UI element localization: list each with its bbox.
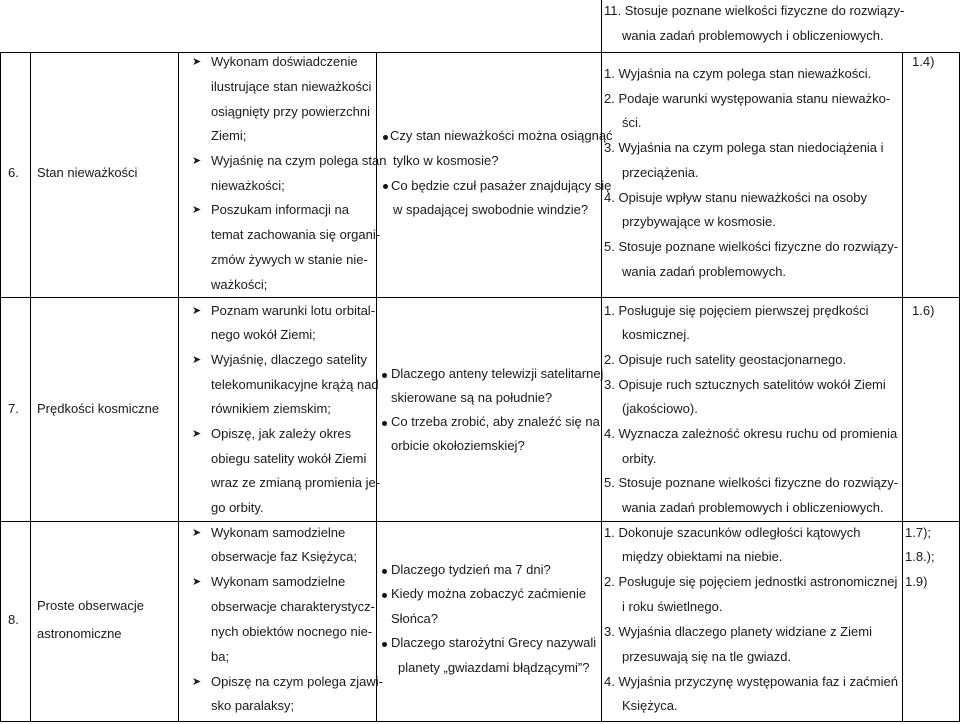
row6-objective-line: osiągnięty przy powierzchni: [211, 104, 370, 119]
row8-topic: astronomiczne: [37, 626, 122, 641]
bullet-dot-icon: [382, 373, 387, 378]
row8-question-line: Dlaczego tydzień ma 7 dni?: [391, 562, 551, 577]
row7-objective-line: nego wokół Ziemi;: [211, 327, 316, 342]
row6-outcome-line: ści.: [622, 115, 642, 130]
col-divider-2: [178, 52, 179, 722]
row7-objective-line: Poznam warunki lotu orbital-: [211, 303, 376, 318]
row6-question-line: w spadającej swobodnie windzie?: [393, 202, 589, 217]
row6-objective-line: Wyjaśnię na czym polega stan: [211, 153, 387, 168]
row8-reference: 1.8.);: [905, 549, 935, 564]
arrow-bullet-icon: ➤: [192, 305, 202, 317]
row7-question-line: skierowane są na południe?: [391, 390, 553, 405]
arrow-bullet-icon: ➤: [192, 155, 202, 167]
row8-objective-line: Wykonam samodzielne: [211, 574, 346, 589]
row7-objective-line: go orbity.: [211, 500, 264, 515]
row8-outcome-line: przesuwają się na tle gwiazd.: [622, 649, 792, 664]
row6-reference: 1.4): [912, 54, 935, 69]
row7-objective-line: Opiszę, jak zależy okres: [211, 426, 352, 441]
row6-outcome-line: 5. Stosuje poznane wielkości fizyczne do rozwiązy-: [604, 239, 899, 254]
row6-topic: Stan nieważkości: [37, 165, 138, 180]
row-divider-top: [0, 52, 960, 53]
row8-question-line: Kiedy można zobaczyć zaćmienie: [391, 586, 587, 601]
row8-objective-line: obserwacje charakterystycz-: [211, 599, 375, 614]
row6-objective-line: ilustrujące stan nieważkości: [211, 79, 372, 94]
row8-outcome-line: 2. Posługuje się pojęciem jednostki astronomicznej: [604, 574, 898, 589]
row6-outcome-line: 3. Wyjaśnia na czym polega stan niedociążenia i: [604, 140, 884, 155]
row7-outcome-line: orbity.: [622, 451, 657, 466]
col-divider-1: [30, 52, 31, 722]
arrow-bullet-icon: ➤: [192, 527, 202, 539]
row6-question-line: tylko w kosmosie?: [393, 153, 499, 168]
row6-objective-line: Ziemi;: [211, 128, 247, 143]
bullet-dot-icon: [382, 569, 387, 574]
row7-outcome-line: (jakościowo).: [622, 401, 698, 416]
row7-objective-line: równikiem ziemskim;: [211, 401, 331, 416]
row8-reference: 1.9): [905, 574, 928, 589]
row7-outcome-line: kosmicznej.: [622, 327, 690, 342]
row8-outcome-line: 3. Wyjaśnia dlaczego planety widziane z Ziemi: [604, 624, 872, 639]
row8-reference: 1.7);: [905, 525, 932, 540]
row8-topic: Proste obserwacje: [37, 598, 144, 613]
row7-objective-line: wraz ze zmianą promienia je-: [211, 475, 381, 490]
row6-objective-line: zmów żywych w stanie nie-: [211, 252, 368, 267]
row7-outcome-line: 5. Stosuje poznane wielkości fizyczne do rozwiązy-: [604, 475, 899, 490]
bullet-dot-icon: [382, 421, 387, 426]
row8-objective-line: sko paralaksy;: [211, 698, 295, 713]
arrow-bullet-icon: ➤: [192, 354, 202, 366]
row8-outcome-line: między obiektami na niebie.: [622, 549, 783, 564]
bullet-dot-icon: [382, 593, 387, 598]
col-divider-0: [0, 52, 1, 722]
row6-outcome-line: wania zadań problemowych.: [622, 264, 787, 279]
row8-outcome-line: 4. Wyjaśnia przyczynę występowania faz i zaćmień: [604, 674, 898, 689]
row8-question-line: Słońca?: [391, 611, 438, 626]
top-outcome-line-1: 11. Stosuje poznane wielkości fizyczne do rozwiązy-: [604, 3, 905, 18]
row7-objective-line: telekomunikacyjne krążą nad: [211, 377, 379, 392]
row6-outcome-line: przeciążenia.: [622, 165, 699, 180]
bullet-dot-icon: [383, 184, 388, 189]
row6-outcome-line: 2. Podaje warunki występowania stanu nieważko-: [604, 91, 891, 106]
col-divider-5: [902, 52, 903, 722]
row7-reference: 1.6): [912, 303, 935, 318]
top-outcome-line-2: wania zadań problemowych i obliczeniowych.: [622, 28, 884, 43]
row8-objective-line: Opiszę na czym polega zjawi-: [211, 674, 383, 689]
row6-outcome-line: 1. Wyjaśnia na czym polega stan nieważkości.: [604, 66, 872, 81]
arrow-bullet-icon: ➤: [192, 56, 202, 68]
row6-objective-line: Poszukam informacji na: [211, 202, 349, 217]
row7-question-line: Dlaczego anteny telewizji satelitarnej: [391, 366, 604, 381]
row7-objective-line: Wyjaśnię, dlaczego satelity: [211, 352, 367, 367]
bullet-dot-icon: [382, 642, 387, 647]
row8-objective-line: nych obiektów nocnego nie-: [211, 624, 373, 639]
row8-number: 8.: [8, 612, 19, 627]
row7-objective-line: obiegu satelity wokół Ziemi: [211, 451, 367, 466]
row-divider-1: [0, 297, 960, 298]
col-divider-4: [601, 0, 602, 722]
row7-number: 7.: [8, 401, 19, 416]
row8-question-line: planety „gwiazdami błądzącymi”?: [398, 660, 590, 675]
row8-question-line: Dlaczego starożytni Grecy nazywali: [391, 635, 597, 650]
row6-question-line: Co będzie czuł pasażer znajdujący się: [391, 178, 612, 193]
row8-outcome-line: Księżyca.: [622, 698, 678, 713]
row7-topic: Prędkości kosmiczne: [37, 401, 160, 416]
row7-outcome-line: wania zadań problemowych i obliczeniowych.: [622, 500, 884, 515]
row7-outcome-line: 1. Posługuje się pojęciem pierwszej prędkości: [604, 303, 869, 318]
row8-outcome-line: 1. Dokonuje szacunków odległości kątowych: [604, 525, 861, 540]
row8-objective-line: Wykonam samodzielne: [211, 525, 346, 540]
row-divider-2: [0, 521, 960, 522]
row7-question-line: orbicie okołoziemskiej?: [391, 438, 525, 453]
arrow-bullet-icon: ➤: [192, 676, 202, 688]
row7-outcome-line: 4. Wyznacza zależność okresu ruchu od promienia: [604, 426, 898, 441]
row6-number: 6.: [8, 165, 19, 180]
row7-outcome-line: 2. Opisuje ruch satelity geostacjonarnego.: [604, 352, 847, 367]
row8-outcome-line: i roku świetlnego.: [622, 599, 723, 614]
row7-outcome-line: 3. Opisuje ruch sztucznych satelitów wokół Ziemi: [604, 377, 886, 392]
row8-objective-line: ba;: [211, 649, 230, 664]
row6-objective-line: ważkości;: [211, 277, 268, 292]
row6-objective-line: nieważkości;: [211, 178, 285, 193]
row6-outcome-line: 4. Opisuje wpływ stanu nieważkości na osoby: [604, 190, 868, 205]
row6-objective-line: temat zachowania się organi-: [211, 227, 381, 242]
row-divider-bottom: [0, 721, 960, 722]
arrow-bullet-icon: ➤: [192, 576, 202, 588]
row6-outcome-line: przybywające w kosmosie.: [622, 214, 776, 229]
arrow-bullet-icon: ➤: [192, 428, 202, 440]
row7-question-line: Co trzeba zrobić, aby znaleźć się na: [391, 414, 600, 429]
row6-objective-line: Wykonam doświadczenie: [211, 54, 358, 69]
arrow-bullet-icon: ➤: [192, 204, 202, 216]
row6-question-line: Czy stan nieważkości można osiągnąć: [390, 128, 613, 143]
row8-objective-line: obserwacje faz Księżyca;: [211, 549, 357, 564]
bullet-dot-icon: [383, 135, 388, 140]
